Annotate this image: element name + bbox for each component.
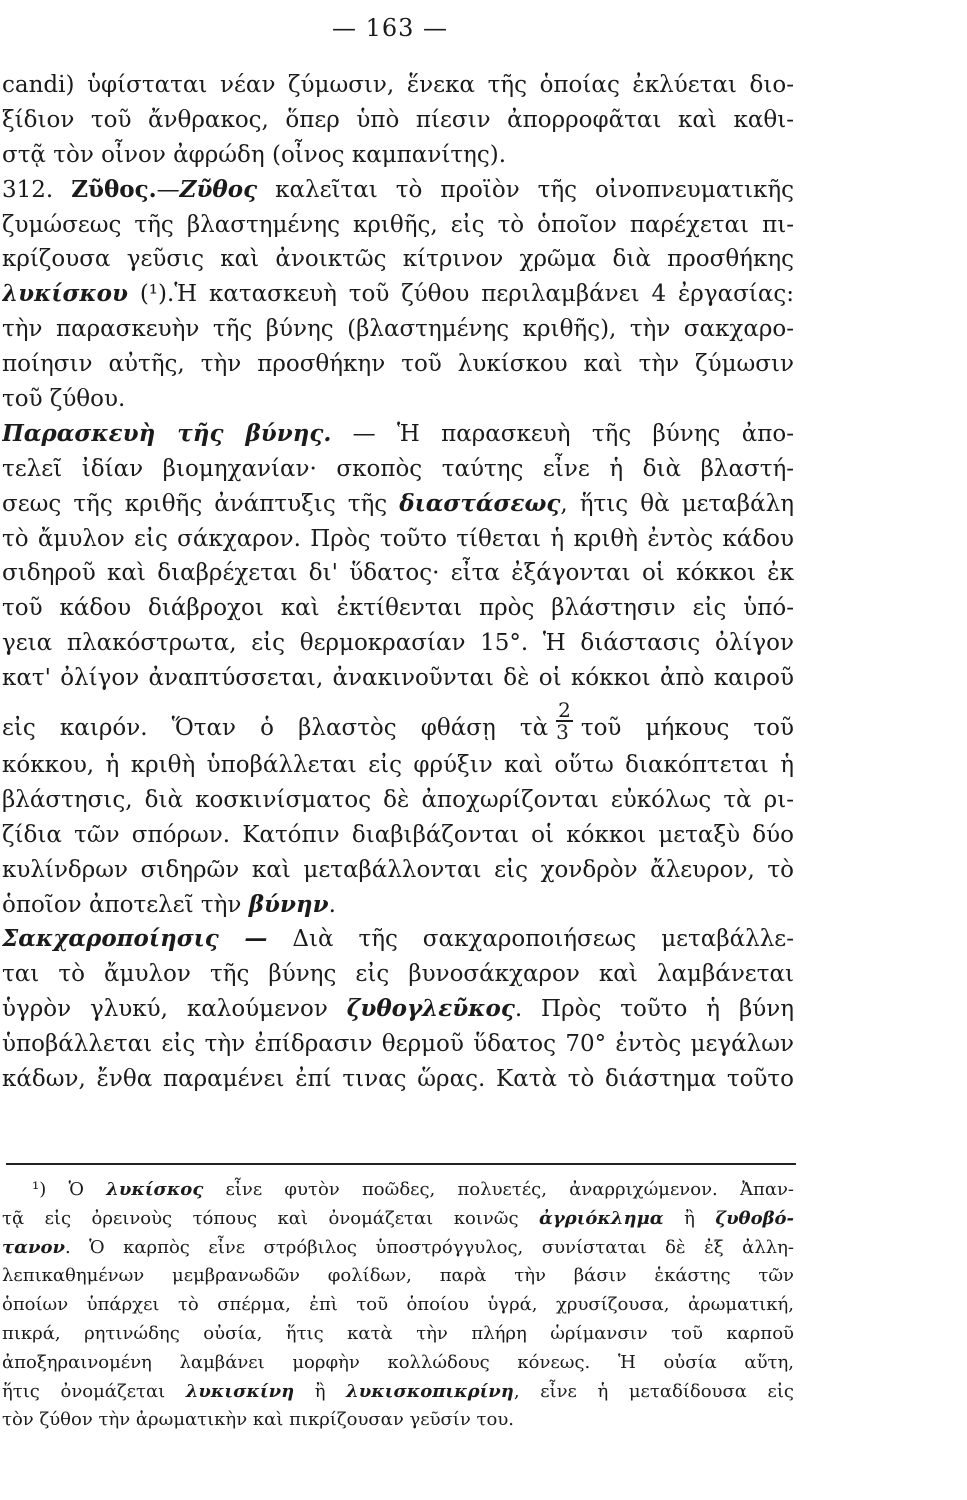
term-vyni: βύνην: [248, 890, 329, 918]
text-line: [2, 888, 794, 923]
text-run: (¹).Ἡ κατασκευὴ τοῦ ζύθου περιλαμβάνει 4 ἐργασίας:: [127, 281, 794, 308]
text-run: — Ἡ παρασκευὴ τῆς βύνης ἀπο-: [331, 420, 794, 447]
footnote-line: [2, 1234, 794, 1263]
page-number: — 163 —: [331, 14, 449, 42]
term-zythogleukos: ζυθογλεῦκος: [346, 995, 515, 1023]
text-line: κάδων, ἔνθα παραμένει ἐπί τινας ὥρας. Κατὰ τὸ διάστημα τοῦτο: [2, 1066, 794, 1093]
text-line: κόκκου, ἡ κριθὴ ὑποβάλλεται εἰς φρύξιν καὶ οὕτω διακόπτεται ἡ: [2, 752, 794, 779]
text-line: ζυμώσεως τῆς βλαστημένης κριθῆς, εἰς τὸ ὁποῖον παρέχεται πι-: [2, 211, 794, 238]
footnote-line: πικρά, ρητινώδης οὐσία, ἥτις κατὰ τὴν πλήρη ὡρίμανσιν τοῦ καρποῦ: [2, 1322, 794, 1344]
footnote-line: [2, 1378, 794, 1407]
text-line: τὴν παρασκευὴν τῆς βύνης (βλαστημένης κριθῆς), τὴν σακχαρο-: [2, 316, 794, 343]
text-line: κυλίνδρων σιδηρῶν καὶ μεταβάλλονται εἰς χονδρὸν ἄλευρον, τὸ: [2, 856, 794, 883]
text-run: τοῦ μήκους τοῦ: [580, 715, 794, 742]
footnote-line: [2, 1205, 794, 1234]
text-run: , εἶνε ἡ μεταδίδουσα εἰς: [513, 1380, 794, 1402]
term-zythos: Ζῦθος: [179, 175, 258, 203]
term-lykiskini: λυκισκίνη: [185, 1380, 295, 1402]
text-line: τοῦ ζύθου.: [2, 386, 126, 413]
subheading-sakcharopoiisis: Σακχαροποίησις —: [2, 925, 268, 953]
text-run: ἥτις ὀνομάζεται: [2, 1380, 186, 1402]
text-run: εἰς καιρόν. Ὅταν ὁ βλαστὸς φθάσῃ τὰ: [2, 715, 549, 742]
text-line: κατ' ὀλίγον ἀναπτύσσεται, ἀνακινοῦνται δὲ οἱ κόκκοι ἀπὸ καιροῦ: [2, 665, 794, 692]
footnote-line: λεπικαθημένων μεμβρανωδῶν φολίδων, παρὰ τὴν βάσιν ἑκάστης τῶν: [2, 1265, 794, 1287]
fraction-line: [2, 696, 794, 748]
term-diastasis: διαστάσεως: [399, 489, 561, 517]
term-agrioklima: ἀγριόκλημα: [539, 1207, 664, 1229]
text-line: [2, 277, 794, 312]
fraction-denominator: 3: [556, 720, 569, 745]
text-run: ἢ: [294, 1380, 347, 1402]
text-line: [2, 487, 794, 522]
footnote-line: ἀποξηραινομένη λαμβάνει μορφὴν κολλώδους κόνεως. Ἡ οὐσία αὕτη,: [2, 1351, 794, 1373]
text-run: ὑγρὸν γλυκύ, καλούμενον: [2, 996, 347, 1023]
dash: —: [156, 176, 180, 203]
text-line: κρίζουσα γεῦσις καὶ ἀνοικτῶς κίτρινον χρῶμα διὰ προσθήκης: [2, 246, 794, 273]
main-text: [2, 68, 794, 1097]
section-312-heading-line: [2, 173, 794, 208]
term-zythovotanon-end: τανον: [2, 1236, 65, 1258]
text-run: . Πρὸς τοῦτο ἡ βύνη: [514, 996, 794, 1023]
subheading-paraskevi: Παρασκευὴ τῆς βύνης.: [2, 419, 332, 447]
text-run: σεως τῆς κριθῆς ἀνάπτυξις τῆς: [2, 490, 400, 517]
text-run: Διὰ τῆς σακχαροποιήσεως μεταβάλλε-: [267, 926, 794, 953]
footnote-line: [2, 1176, 794, 1205]
text-line: [2, 992, 794, 1027]
section-title: Ζῦθος.: [71, 175, 157, 203]
term-lykiskopikrini: λυκισκοπικρίνη: [346, 1380, 514, 1402]
text-run: ἢ: [663, 1207, 716, 1229]
fraction-numerator: 2: [558, 698, 571, 723]
text-run: καλεῖται τὸ προϊὸν τῆς οἰνοπνευματικῆς: [257, 176, 794, 203]
footnote-line: τὸν ζύθον τὴν ἀρωματικὴν καὶ πικρίζουσαν γεῦσίν του.: [2, 1409, 514, 1431]
term-lykiskos: λυκίσκου: [2, 280, 128, 308]
footnote: [2, 1176, 794, 1435]
text-run: . Ὁ καρπὸς εἶνε στρόβιλος ὑποστρόγγυλος, συνίσταται δὲ ἐξ ἀλλη-: [64, 1236, 794, 1258]
text-line: σιδηροῦ καὶ διαβρέχεται δι' ὕδατος· εἶτα ἐξάγονται οἱ κόκκοι ἐκ: [2, 560, 794, 587]
text-line: candi) ὑφίσταται νέαν ζύμωσιν, ἕνεκα τῆς ὁποίας ἐκλύεται διο-: [2, 72, 794, 98]
text-run: .: [328, 891, 336, 918]
text-line: ξίδιον τοῦ ἄνθρακος, ὅπερ ὑπὸ πίεσιν ἀπορροφᾶται καὶ καθι-: [2, 106, 794, 133]
text-line: τελεῖ ἰδίαν βιομηχανίαν· σκοπὸς ταύτης εἶνε ἡ διὰ βλαστή-: [2, 455, 794, 482]
fraction-two-thirds: [556, 698, 573, 745]
text-run: εἶνε φυτὸν ποῶδες, πολυετές, ἀναρριχώμενον. Ἀπαν-: [203, 1179, 794, 1200]
text-line: ζίδια τῶν σπόρων. Κατόπιν διαβιβάζονται οἱ κόκκοι μεταξὺ δύο: [2, 821, 794, 848]
text-run: , ἥτις θὰ μεταβάλη: [560, 490, 794, 517]
text-line: ται τὸ ἄμυλον τῆς βύνης εἰς βυνοσάκχαρον καὶ λαμβάνεται: [2, 961, 794, 988]
text-run: Ὁ: [68, 1179, 107, 1200]
text-line: τὸ ἄμυλον εἰς σάκχαρον. Πρὸς τοῦτο τίθεται ἡ κριθὴ ἐντὸς κάδου: [2, 525, 794, 552]
footnote-marker: ¹): [32, 1179, 69, 1200]
text-line: ποίησιν αὐτῆς, τὴν προσθήκην τοῦ λυκίσκου καὶ τὴν ζύμωσιν: [2, 351, 794, 378]
text-line: τοῦ κάδου διάβροχοι καὶ ἐκτίθενται πρὸς βλάστησιν εἰς ὑπό-: [2, 595, 794, 622]
text-run: τᾷ εἰς ὀρεινοὺς τόπους καὶ ὀνομάζεται κοινῶς: [2, 1207, 540, 1229]
text-line: στᾷ τὸν οἶνον ἀφρώδη (οἶνος καμπανίτης).: [2, 141, 507, 168]
text-line: ὑποβάλλεται εἰς τὴν ἐπίδρασιν θερμοῦ ὕδατος 70° ἐντὸς μεγάλων: [2, 1031, 794, 1058]
subheading-line: [2, 922, 794, 957]
footnote-separator: [6, 1163, 796, 1165]
text-line: βλάστησις, διὰ κοσκινίσματος δὲ ἀποχωρίζονται εὐκόλως τὰ ρι-: [2, 786, 794, 813]
term-lykiskos: λυκίσκος: [106, 1179, 204, 1200]
footnote-line: ὁποίων ὑπάρχει τὸ σπέρμα, ἐπὶ τοῦ ὁποίου ὑγρά, χρυσίζουσα, ἀρωματική,: [2, 1294, 794, 1316]
section-number: 312.: [2, 176, 72, 203]
term-zythovotanon: ζυθοβό-: [715, 1207, 794, 1229]
text-run: ὁποῖον ἀποτελεῖ τὴν: [2, 891, 249, 918]
subheading-line: [2, 417, 794, 452]
text-line: γεια πλακόστρωτα, εἰς θερμοκρασίαν 15°. Ἡ διάστασις ὀλίγον: [2, 630, 794, 657]
